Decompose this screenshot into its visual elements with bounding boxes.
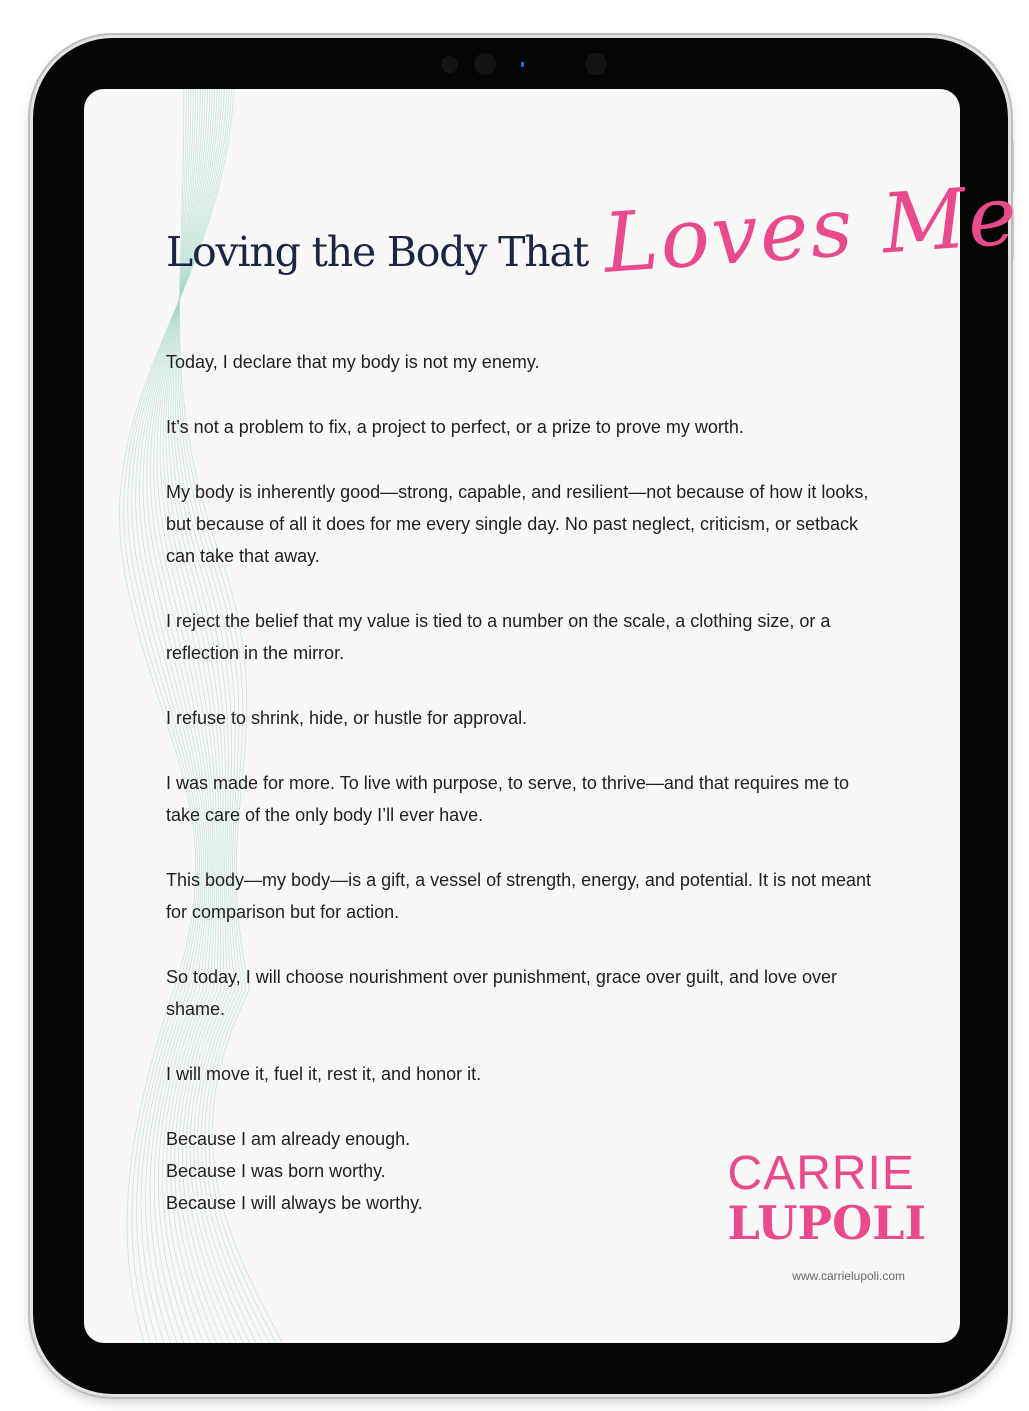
paragraph: It’s not a problem to fix, a project to perfect, or a prize to prove my worth. [166,417,744,437]
document-page [84,89,1022,1343]
sensor-dot [441,56,458,73]
sensor-lens [585,53,607,75]
camera-indicator-icon [521,62,524,67]
closing-line: Because I was born worthy. [166,1161,386,1181]
paragraph: I reject the belief that my value is tied to a number on the scale, a clothing size, or a reflection in the mirror. [166,611,831,663]
paragraph: I refuse to shrink, hide, or hustle for approval. [166,708,528,728]
brand-logo [727,1147,926,1250]
closing-line: Because I will always be worthy. [166,1193,423,1213]
paragraph: So today, I will choose nourishment over punishment, grace over guilt, and love over shame. [166,967,838,1019]
paragraph: Today, I declare that my body is not my enemy. [166,352,540,372]
paragraph: I will move it, fuel it, rest it, and honor it. [166,1064,482,1084]
affirmation-text [166,346,886,1219]
page-title: Loving the Body That [166,228,588,276]
paragraph: This body—my body—is a gift, a vessel of strength, energy, and potential. It is not meant for comparison but for action. [166,870,872,922]
paragraph: I was made for more. To live with purpose, to serve, to thrive—and that requires me to take care of the only body I’ll ever have. [166,773,849,825]
page-title-script: Loves Me [600,168,1022,292]
paragraph: My body is inherently good—strong, capable, and resilient—not because of how it looks, but because of all it does for me every single day. No past neglect, criticism, or setback can take that away. [166,482,869,566]
logo-line-first: CARRIE [727,1147,915,1200]
closing-line: Because I am already enough. [166,1129,411,1149]
tablet-frame [33,38,1022,1394]
logo-line-last: LUPOLI [727,1196,926,1250]
camera-lens [474,53,496,75]
website-url[interactable]: www.carrielupoli.com [792,1269,905,1283]
